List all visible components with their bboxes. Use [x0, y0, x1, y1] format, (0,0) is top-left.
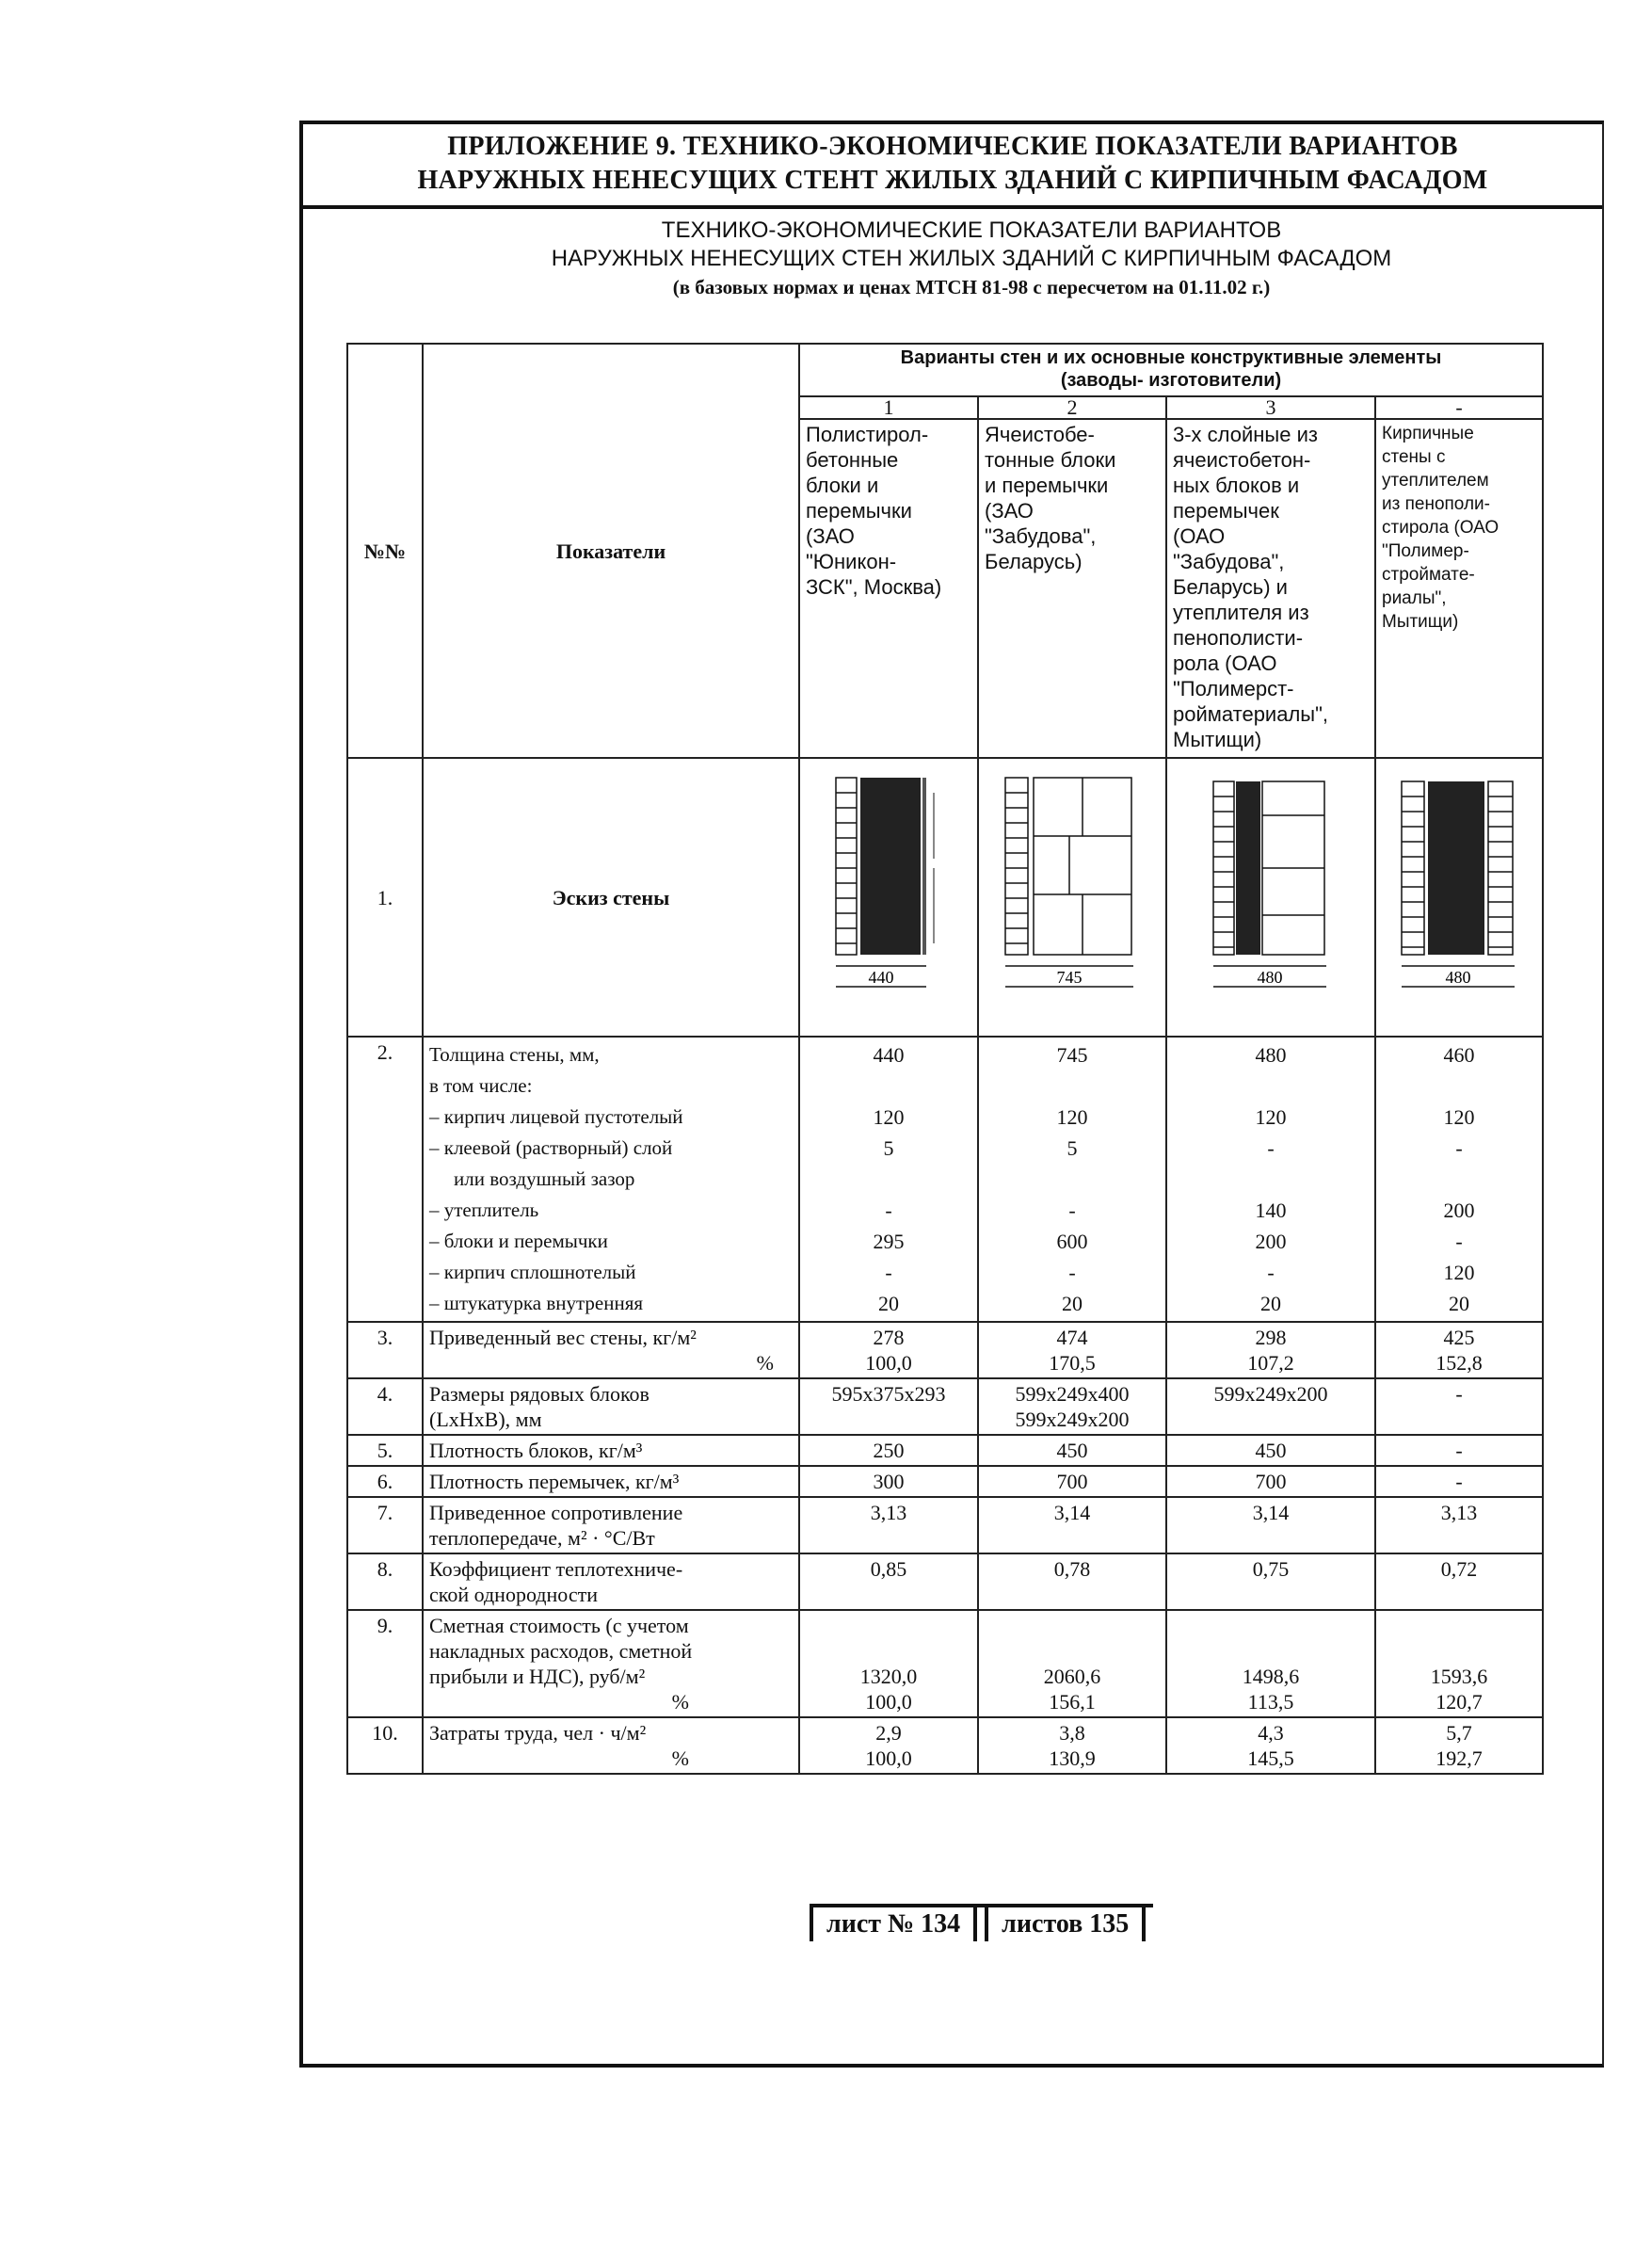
row6-value-4: - — [1375, 1466, 1543, 1497]
row2-value: 460 — [1443, 1043, 1475, 1067]
appendix-header — [303, 124, 1602, 209]
row5-num: 5. — [347, 1435, 423, 1466]
variant-desc-3-line: "Полимерст- — [1173, 677, 1294, 700]
row10-labels — [423, 1717, 799, 1774]
row4-label: (LxHxB), мм — [429, 1408, 542, 1431]
row9-values-2 — [978, 1610, 1166, 1717]
row9-value: 1593,6 — [1430, 1665, 1488, 1688]
row9-label-pct: % — [671, 1690, 689, 1714]
row10-value-pct: 192,7 — [1435, 1746, 1483, 1770]
row10-label-pct: % — [671, 1746, 689, 1770]
row8-labels — [423, 1553, 799, 1610]
variant-desc-4-line: стройматe- — [1382, 565, 1475, 585]
row4-label: Размеры рядовых блоков — [429, 1382, 650, 1406]
row3-value-pct: 100,0 — [865, 1351, 912, 1375]
row4-value: 595x375x293 — [831, 1382, 946, 1406]
row4-value: 599x249x400 — [1015, 1382, 1130, 1406]
variant-number-4: - — [1375, 396, 1543, 419]
sheet-total: листов 135 — [985, 1907, 1146, 1941]
wall-sketch-1-dimension: 440 — [868, 968, 894, 987]
row9-value: 1498,6 — [1242, 1665, 1300, 1688]
row2-label: – клеевой (растворный) слой — [429, 1136, 673, 1159]
variant-desc-1-line: перемычки — [806, 499, 912, 523]
variant-desc-1-line: Полистирол- — [806, 423, 929, 446]
row9-values-4 — [1375, 1610, 1543, 1717]
variant-desc-3-line: перемычек — [1173, 499, 1279, 523]
row2-value: 120 — [1056, 1105, 1088, 1129]
row4-values-1 — [799, 1378, 978, 1435]
row2-value: - — [1455, 1230, 1463, 1253]
wall-sketch-4 — [1375, 758, 1543, 1037]
row4-values-2 — [978, 1378, 1166, 1435]
row8-value-4: 0,72 — [1375, 1553, 1543, 1610]
row9-value: 1320,0 — [859, 1665, 918, 1688]
row3-values-2 — [978, 1322, 1166, 1378]
row2-value: - — [885, 1199, 892, 1222]
row10-label: Затраты труда, чел · ч/м² — [429, 1721, 647, 1745]
variant-desc-1-line: блоки и — [806, 474, 879, 497]
row1-num: 1. — [347, 758, 423, 1037]
variant-desc-1-line: (ЗАО — [806, 524, 855, 548]
variant-desc-2-line: Ячеистобе- — [985, 423, 1095, 446]
row3-value: 278 — [873, 1326, 905, 1349]
col-num-header: №№ — [347, 344, 423, 758]
row2-values-1 — [799, 1037, 978, 1322]
row10-values-2 — [978, 1717, 1166, 1774]
row1-label: Эскиз стены — [423, 758, 799, 1037]
variant-desc-3-line: ячеистобетон- — [1173, 448, 1311, 472]
sheet-number: лист № 134 — [810, 1907, 977, 1941]
row9-value-pct: 100,0 — [865, 1690, 912, 1714]
row10-values-3 — [1166, 1717, 1375, 1774]
variant-desc-3-line: пенополисти- — [1173, 626, 1304, 650]
row9-value: 2060,6 — [1043, 1665, 1101, 1688]
row3-value: 425 — [1443, 1326, 1475, 1349]
row10-value: 5,7 — [1446, 1721, 1472, 1745]
variant-desc-1-line: "Юникон- — [806, 550, 897, 573]
variant-desc-2 — [978, 419, 1166, 758]
row3-value-pct: 170,5 — [1049, 1351, 1096, 1375]
row6-value-3: 700 — [1166, 1466, 1375, 1497]
row10-value-pct: 100,0 — [865, 1746, 912, 1770]
row2-value: 120 — [1255, 1105, 1287, 1129]
wall-sketch-2-dimension: 745 — [1056, 968, 1083, 987]
variant-desc-4-line: из пенополи- — [1382, 494, 1490, 514]
variant-desc-4-line: "Полимер- — [1382, 541, 1469, 561]
row5-value-4: - — [1375, 1435, 1543, 1466]
row2-value: 440 — [873, 1043, 905, 1067]
row2-value: - — [1267, 1261, 1275, 1284]
row5-value-1: 250 — [799, 1435, 978, 1466]
row9-label: Сметная стоимость (с учетом — [429, 1614, 689, 1637]
row10-values-1 — [799, 1717, 978, 1774]
row2-label: Толщина стены, мм, — [429, 1043, 600, 1066]
variant-desc-3-line: 3-х слойные из — [1173, 423, 1318, 446]
variant-desc-3-line: ройматериалы", — [1173, 702, 1329, 726]
variant-desc-2-line: тонные блоки — [985, 448, 1116, 472]
row4-labels — [423, 1378, 799, 1435]
variant-desc-4-line: стирола (ОАО — [1382, 518, 1500, 538]
row2-label: – штукатурка внутренняя — [429, 1292, 644, 1314]
row5-value-3: 450 — [1166, 1435, 1375, 1466]
row6-num: 6. — [347, 1466, 423, 1497]
row4-values-3 — [1166, 1378, 1375, 1435]
variants-header-line1: Варианты стен и их основные конструктивные элементы — [900, 347, 1442, 368]
row2-label: – блоки и перемычки — [429, 1230, 608, 1252]
row2-label: – кирпич лицевой пустотелый — [429, 1105, 683, 1128]
row2-value: - — [1068, 1199, 1076, 1222]
row2-value: 480 — [1255, 1043, 1287, 1067]
row7-value-3: 3,14 — [1166, 1497, 1375, 1553]
row5-value-2: 450 — [978, 1435, 1166, 1466]
row8-value-1: 0,85 — [799, 1553, 978, 1610]
row3-label: Приведенный вес стены, кг/м² — [429, 1326, 697, 1349]
row2-value: 20 — [1260, 1292, 1281, 1315]
variant-desc-2-line: Беларусь) — [985, 550, 1083, 573]
row2-labels — [423, 1037, 799, 1322]
variant-desc-3-line: ных блоков и — [1173, 474, 1300, 497]
variant-desc-3-line: Беларусь) и — [1173, 575, 1288, 599]
variant-desc-4-line: утеплителем — [1382, 471, 1489, 491]
row8-label: ской однородности — [429, 1583, 598, 1606]
title-line2: НАРУЖНЫХ НЕНЕСУЩИХ СТЕН ЖИЛЫХ ЗДАНИЙ С КИРПИЧНЫМ ФАСАДОМ — [551, 246, 1392, 271]
variant-desc-4-line: риалы", — [1382, 588, 1447, 608]
row3-labels — [423, 1322, 799, 1378]
row2-values-2 — [978, 1037, 1166, 1322]
variant-desc-4-line: Мытищи) — [1382, 612, 1459, 632]
row7-label: теплопередаче, м² · °С/Вт — [429, 1526, 655, 1550]
row2-num: 2. — [347, 1037, 423, 1322]
row3-value-pct: 152,8 — [1435, 1351, 1483, 1375]
row10-value: 3,8 — [1059, 1721, 1085, 1745]
variant-desc-3-line: "Забудова", — [1173, 550, 1285, 573]
row9-label: прибыли и НДС), руб/м² — [429, 1665, 646, 1688]
row2-value: 120 — [1443, 1105, 1475, 1129]
row2-value: 5 — [883, 1136, 894, 1160]
title-line1: ТЕХНИКО-ЭКОНОМИЧЕСКИЕ ПОКАЗАТЕЛИ ВАРИАНТОВ — [661, 217, 1282, 243]
variant-desc-1-line: ЗСК", Москва) — [806, 575, 942, 599]
row9-labels — [423, 1610, 799, 1717]
variant-desc-2-line: и перемычки — [985, 474, 1109, 497]
row2-value: 20 — [1449, 1292, 1470, 1315]
row10-value: 4,3 — [1258, 1721, 1284, 1745]
row3-label-pct: % — [756, 1351, 774, 1375]
row9-num: 9. — [347, 1610, 423, 1717]
row7-labels — [423, 1497, 799, 1553]
variant-number-2: 2 — [978, 396, 1166, 419]
row8-num: 8. — [347, 1553, 423, 1610]
row5-label: Плотность блоков, кг/м³ — [423, 1435, 799, 1466]
row10-values-4 — [1375, 1717, 1543, 1774]
row3-values-4 — [1375, 1322, 1543, 1378]
row10-num: 10. — [347, 1717, 423, 1774]
row4-value: - — [1455, 1382, 1463, 1406]
row3-num: 3. — [347, 1322, 423, 1378]
wall-sketch-2 — [978, 758, 1166, 1037]
row3-values-1 — [799, 1322, 978, 1378]
row7-num: 7. — [347, 1497, 423, 1553]
row2-label: в том числе: — [429, 1074, 533, 1097]
document-title — [378, 217, 1564, 301]
row2-value: - — [1068, 1261, 1076, 1284]
row2-value: 140 — [1255, 1199, 1287, 1222]
row2-label: или воздушный зазор — [454, 1167, 635, 1190]
row7-label: Приведенное сопротивление — [429, 1501, 683, 1524]
variant-desc-4-line: стены с — [1382, 447, 1446, 467]
variants-header — [799, 344, 1543, 396]
row2-value: 200 — [1443, 1199, 1475, 1222]
row8-label: Коэффициент теплотехниче- — [429, 1557, 683, 1581]
variant-desc-4-line: Кирпичные — [1382, 424, 1474, 443]
row2-values-4 — [1375, 1037, 1543, 1322]
appendix-header-line1: ПРИЛОЖЕНИЕ 9. ТЕХНИКО-ЭКОНОМИЧЕСКИЕ ПОКАЗАТЕЛИ ВАРИАНТОВ — [447, 132, 1458, 161]
row10-value-pct: 145,5 — [1247, 1746, 1294, 1770]
row10-value-pct: 130,9 — [1049, 1746, 1096, 1770]
row2-value: 120 — [1443, 1261, 1475, 1284]
variant-desc-2-line: "Забудова", — [985, 524, 1097, 548]
row8-value-2: 0,78 — [978, 1553, 1166, 1610]
variant-desc-1-line: бетонные — [806, 448, 899, 472]
row2-value: 5 — [1067, 1136, 1078, 1160]
row4-value: 599x249x200 — [1213, 1382, 1328, 1406]
variant-desc-3-line: (ОАО — [1173, 524, 1226, 548]
row2-value: - — [1267, 1136, 1275, 1160]
row2-value: 600 — [1056, 1230, 1088, 1253]
row2-value: 295 — [873, 1230, 905, 1253]
row3-values-3 — [1166, 1322, 1375, 1378]
page-frame — [299, 121, 1604, 2068]
row7-value-4: 3,13 — [1375, 1497, 1543, 1553]
row6-label: Плотность перемычек, кг/м³ — [423, 1466, 799, 1497]
row2-value: - — [885, 1261, 892, 1284]
row2-value: 20 — [1062, 1292, 1083, 1315]
wall-sketch-4-dimension: 480 — [1445, 968, 1471, 987]
wall-sketch-3 — [1166, 758, 1375, 1037]
wall-sketch-3-dimension: 480 — [1257, 968, 1283, 987]
row2-label: – утеплитель — [429, 1199, 539, 1221]
variant-number-3: 3 — [1166, 396, 1375, 419]
row4-value: 599x249x200 — [1015, 1408, 1130, 1431]
title-line3: (в базовых нормах и ценах МТСН 81-98 с пересчетом на 01.11.02 г.) — [672, 276, 1271, 298]
row2-value: 20 — [878, 1292, 899, 1315]
variant-desc-4 — [1375, 419, 1543, 758]
variant-desc-3-line: утеплителя из — [1173, 601, 1309, 624]
appendix-header-line2: НАРУЖНЫХ НЕНЕСУЩИХ СТЕНТ ЖИЛЫХ ЗДАНИЙ С КИРПИЧНЫМ ФАСАДОМ — [417, 166, 1488, 195]
row2-label: – кирпич сплошнотелый — [429, 1261, 636, 1283]
row9-value-pct: 113,5 — [1247, 1690, 1294, 1714]
variant-desc-2-line: (ЗАО — [985, 499, 1034, 523]
row9-label: накладных расходов, сметной — [429, 1639, 693, 1663]
row9-value-pct: 156,1 — [1049, 1690, 1096, 1714]
row3-value-pct: 107,2 — [1247, 1351, 1294, 1375]
variant-desc-3 — [1166, 419, 1375, 758]
row9-values-3 — [1166, 1610, 1375, 1717]
row2-values-3 — [1166, 1037, 1375, 1322]
row7-value-1: 3,13 — [799, 1497, 978, 1553]
row6-value-1: 300 — [799, 1466, 978, 1497]
row8-value-3: 0,75 — [1166, 1553, 1375, 1610]
row9-values-1 — [799, 1610, 978, 1717]
variant-desc-3-line: Мытищи) — [1173, 728, 1262, 751]
row4-values-4 — [1375, 1378, 1543, 1435]
row2-value: 120 — [873, 1105, 905, 1129]
row2-value: - — [1455, 1136, 1463, 1160]
variants-header-line2: (заводы- изготовители) — [1060, 370, 1282, 391]
variant-desc-3-line: рола (ОАО — [1173, 652, 1277, 675]
row3-value: 298 — [1255, 1326, 1287, 1349]
col-indicators-header: Показатели — [423, 344, 799, 758]
row10-value: 2,9 — [875, 1721, 902, 1745]
variant-desc-1 — [799, 419, 978, 758]
sheet-footer — [810, 1904, 1153, 1941]
variant-number-1: 1 — [799, 396, 978, 419]
row2-value: 200 — [1255, 1230, 1287, 1253]
row3-value: 474 — [1056, 1326, 1088, 1349]
row6-value-2: 700 — [978, 1466, 1166, 1497]
wall-sketch-1 — [799, 758, 978, 1037]
row2-value: 745 — [1056, 1043, 1088, 1067]
row7-value-2: 3,14 — [978, 1497, 1166, 1553]
row9-value-pct: 120,7 — [1435, 1690, 1483, 1714]
indicators-table — [346, 343, 1544, 1775]
row4-num: 4. — [347, 1378, 423, 1435]
